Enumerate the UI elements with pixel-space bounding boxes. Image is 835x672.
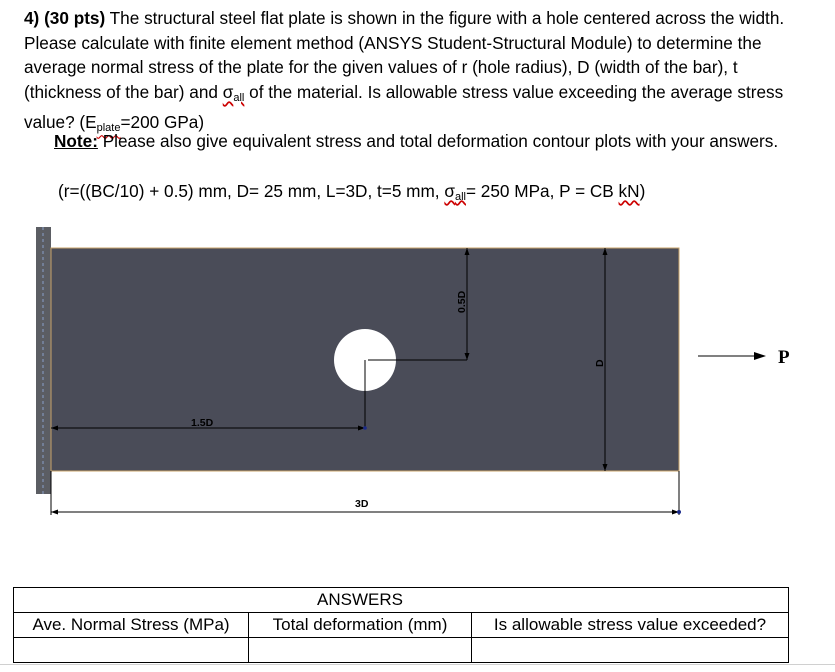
page-bottom-rule	[0, 664, 835, 665]
given-close: )	[639, 181, 646, 201]
e-plate-sub: plate	[96, 122, 121, 135]
answer-cell-exceeded[interactable]	[472, 638, 789, 663]
dim-label-15d: 1.5D	[191, 417, 214, 429]
question-number: 4)	[24, 8, 40, 28]
given-values	[58, 179, 645, 209]
dim-label-3d: 3D	[355, 498, 369, 510]
dim-label-d: D	[594, 359, 606, 367]
given-r-expr: (r=((BC/10) + 0.5) mm, D= 25 mm, L=3D, t=5 mm,	[58, 181, 440, 201]
dim-label-05d: 0.5D	[456, 290, 468, 313]
note	[54, 129, 794, 154]
note-text: Please also give equivalent stress and total deformation contour plots with your answers.	[102, 131, 779, 151]
given-sigma-value: = 250 MPa, P = CB	[465, 181, 614, 201]
question-body: The structural steel flat plate is shown in the figure with a hole centered across the width. Please calculate with finite element method (ANSYS Student-Structural Module) to determine the average normal stress of the plate for the given values of r (hole radius), D (width of the bar), t (thickness of the bar) and	[24, 8, 785, 102]
given-kn: kN	[618, 181, 640, 201]
load-label-p: P	[778, 347, 790, 368]
given-sigma-all: $\sigma_{all}$	[444, 181, 466, 203]
e-plate-value: =200 GPa)	[120, 112, 205, 133]
column-avg-normal-stress: Ave. Normal Stress (MPa)	[14, 613, 249, 638]
question-points: (30 pts)	[44, 8, 106, 28]
answer-cell-deformation[interactable]	[249, 638, 472, 663]
question-body-tail: of the material. Is allowable stress value exceeding the average stress value? (E	[24, 81, 784, 133]
answers-title: ANSWERS	[249, 588, 472, 613]
column-total-deformation: Total deformation (mm)	[249, 613, 472, 638]
column-allowable-exceeded: Is allowable stress value exceeded?	[472, 613, 789, 638]
sigma-all-symbol: $\sigma_{all}$	[222, 81, 245, 104]
problem-statement	[24, 6, 814, 141]
plate-figure	[0, 215, 835, 525]
answer-cell-stress[interactable]	[14, 638, 249, 663]
note-label: Note:	[54, 131, 98, 151]
answers-table	[13, 587, 789, 663]
